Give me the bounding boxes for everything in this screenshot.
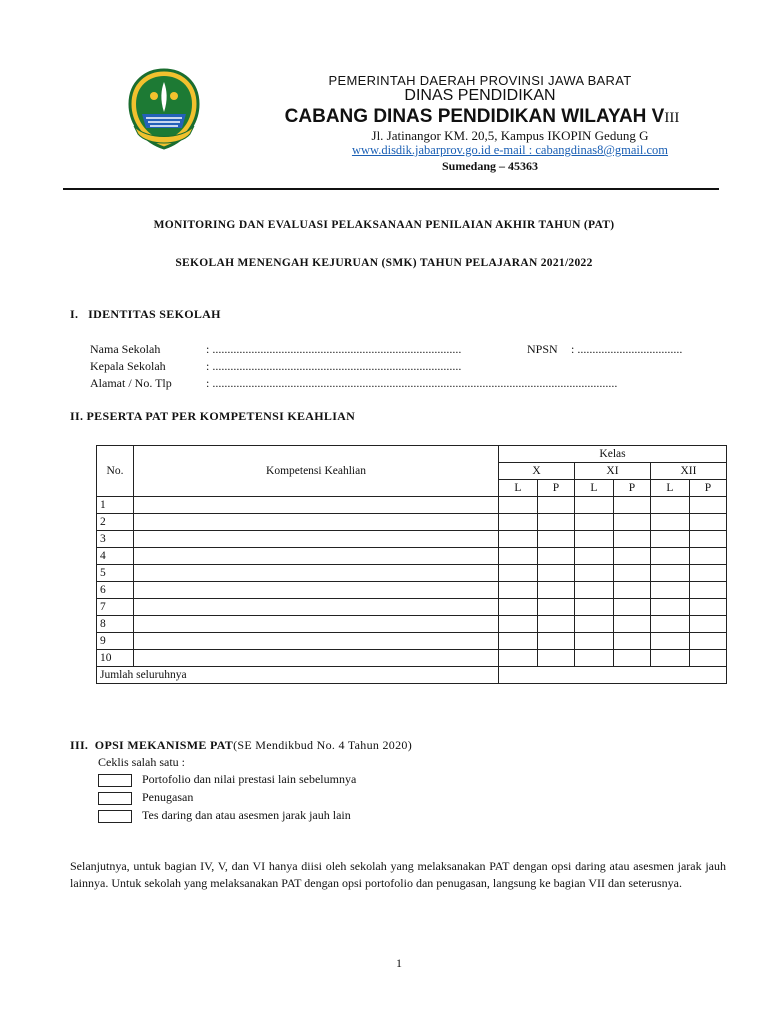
page-number: 1 (396, 956, 402, 970)
header-l: L (650, 480, 689, 497)
count-cell[interactable] (613, 514, 650, 531)
table-row (97, 565, 727, 582)
jawa-barat-emblem-logo (124, 68, 204, 150)
kompetensi-cell[interactable] (134, 633, 499, 650)
row-number: 7 (97, 599, 134, 616)
header-l: L (499, 480, 538, 497)
count-cell[interactable] (537, 650, 574, 667)
header-l: L (574, 480, 613, 497)
department-name: DINAS PENDIDIKAN (404, 87, 556, 104)
field-value[interactable]: : ................................................................................... (206, 359, 462, 373)
count-cell[interactable] (613, 650, 650, 667)
row-number: 6 (97, 582, 134, 599)
count-cell[interactable] (613, 633, 650, 650)
field-label: Nama Sekolah (90, 342, 161, 356)
section-identitas-heading: I. IDENTITAS SEKOLAH (70, 307, 221, 321)
count-cell[interactable] (574, 616, 613, 633)
count-cell[interactable] (689, 599, 726, 616)
count-cell[interactable] (499, 548, 538, 565)
count-cell[interactable] (613, 548, 650, 565)
city-postcode: Sumedang – 45363 (441, 159, 539, 173)
kompetensi-cell[interactable] (134, 497, 499, 514)
section-opsi-heading (70, 738, 412, 753)
ceklis-instruction: Ceklis salah satu : (98, 755, 185, 769)
table-row (97, 633, 727, 650)
branch-name-numeral: III (664, 110, 680, 126)
kompetensi-table (96, 445, 727, 684)
table-row (97, 514, 727, 531)
count-cell[interactable] (499, 497, 538, 514)
count-cell[interactable] (574, 599, 613, 616)
header-grade-xii: XII (650, 463, 726, 480)
count-cell[interactable] (650, 531, 689, 548)
header-no: No. (97, 446, 134, 497)
kompetensi-cell[interactable] (134, 616, 499, 633)
count-cell[interactable] (499, 514, 538, 531)
website-email[interactable] (300, 143, 720, 158)
option-label: Portofolio dan nilai prestasi lain sebelumnya (142, 772, 357, 786)
count-cell[interactable] (574, 514, 613, 531)
count-cell[interactable] (499, 565, 538, 582)
kompetensi-cell[interactable] (134, 565, 499, 582)
option-checkbox[interactable] (98, 810, 132, 823)
option-label: Tes daring dan atau asesmen jarak jauh lain (142, 808, 351, 822)
count-cell[interactable] (499, 582, 538, 599)
header-grade-xi: XI (574, 463, 650, 480)
count-cell[interactable] (574, 633, 613, 650)
header-p: P (537, 480, 574, 497)
count-cell[interactable] (650, 548, 689, 565)
section-opsi-note: (SE Mendikbud No. 4 Tahun 2020) (233, 738, 413, 752)
count-cell[interactable] (613, 497, 650, 514)
section-peserta-heading: II. PESERTA PAT PER KOMPETENSI KEAHLIAN (70, 409, 356, 423)
header-p: P (689, 480, 726, 497)
count-cell[interactable] (574, 497, 613, 514)
row-number: 5 (97, 565, 134, 582)
count-cell[interactable] (689, 548, 726, 565)
count-cell[interactable] (650, 497, 689, 514)
count-cell[interactable] (537, 548, 574, 565)
table-row (97, 650, 727, 667)
kompetensi-cell[interactable] (134, 650, 499, 667)
count-cell[interactable] (499, 616, 538, 633)
count-cell[interactable] (650, 650, 689, 667)
count-cell[interactable] (650, 582, 689, 599)
count-cell[interactable] (499, 531, 538, 548)
count-cell[interactable] (537, 497, 574, 514)
kompetensi-cell[interactable] (134, 599, 499, 616)
branch-name (262, 106, 702, 128)
header-grade-x: X (499, 463, 575, 480)
count-cell[interactable] (574, 582, 613, 599)
option-checkbox[interactable] (98, 774, 132, 787)
kompetensi-cell[interactable] (134, 548, 499, 565)
count-cell[interactable] (574, 531, 613, 548)
header-divider (63, 188, 719, 190)
count-cell[interactable] (537, 599, 574, 616)
field-value[interactable]: : ................................................................................... (206, 342, 462, 356)
document-subtitle: SEKOLAH MENENGAH KEJURUAN (SMK) TAHUN PELAJARAN 2021/2022 (175, 257, 593, 269)
branch-name-main: CABANG DINAS PENDIDIKAN WILAYAH V (284, 106, 665, 127)
table-row (97, 582, 727, 599)
count-cell[interactable] (537, 582, 574, 599)
count-cell[interactable] (689, 565, 726, 582)
count-cell[interactable] (499, 650, 538, 667)
count-cell[interactable] (689, 531, 726, 548)
count-cell[interactable] (613, 616, 650, 633)
row-number: 4 (97, 548, 134, 565)
count-cell[interactable] (650, 633, 689, 650)
row-number: 2 (97, 514, 134, 531)
count-cell[interactable] (650, 565, 689, 582)
count-cell[interactable] (574, 565, 613, 582)
office-address: Jl. Jatinangor KM. 20,5, Kampus IKOPIN Gedung G (371, 128, 649, 143)
count-cell[interactable] (689, 582, 726, 599)
count-cell[interactable] (689, 633, 726, 650)
count-cell[interactable] (537, 565, 574, 582)
table-row (97, 497, 727, 514)
row-number: 10 (97, 650, 134, 667)
count-cell[interactable] (613, 599, 650, 616)
instruction-paragraph: Selanjutnya, untuk bagian IV, V, dan VI hanya diisi oleh sekolah yang melaksanakan PAT dengan opsi daring atau asesmen jarak jauh lainnya. Untuk sekolah yang melaksanakan PAT dengan opsi portofolio dan penugasan, langsung ke bagian VII dan seterusnya. (70, 859, 726, 890)
count-cell[interactable] (650, 599, 689, 616)
count-cell[interactable] (574, 650, 613, 667)
row-number: 3 (97, 531, 134, 548)
kompetensi-cell[interactable] (134, 531, 499, 548)
count-cell[interactable] (537, 633, 574, 650)
row-number: 1 (97, 497, 134, 514)
kompetensi-cell[interactable] (134, 582, 499, 599)
header-p: P (613, 480, 650, 497)
count-cell[interactable] (689, 497, 726, 514)
count-cell[interactable] (650, 616, 689, 633)
option-label: Penugasan (142, 790, 194, 804)
table-row (97, 548, 727, 565)
count-cell[interactable] (499, 599, 538, 616)
count-cell[interactable] (574, 548, 613, 565)
field-value[interactable]: : ....................................................................................................................................... (206, 376, 618, 390)
website-email-link[interactable]: www.disdik.jabarprov.go.id e-mail : cabangdinas8@gmail.com (351, 143, 669, 157)
header-kelas: Kelas (499, 446, 727, 463)
npsn-value[interactable]: : ................................... (571, 342, 683, 356)
count-cell[interactable] (689, 514, 726, 531)
count-cell[interactable] (537, 514, 574, 531)
total-label: Jumlah seluruhnya (97, 667, 499, 684)
count-cell[interactable] (537, 531, 574, 548)
option-checkbox[interactable] (98, 792, 132, 805)
kompetensi-cell[interactable] (134, 514, 499, 531)
table-row (97, 599, 727, 616)
count-cell[interactable] (499, 633, 538, 650)
field-label: Kepala Sekolah (90, 359, 166, 373)
section-opsi-title: III. OPSI MEKANISME PAT (70, 738, 234, 752)
table-row (97, 616, 727, 633)
npsn-label: NPSN (527, 342, 558, 356)
header-kompetensi: Kompetensi Keahlian (134, 446, 499, 497)
table-row (97, 531, 727, 548)
count-cell[interactable] (613, 565, 650, 582)
count-cell[interactable] (650, 514, 689, 531)
count-cell[interactable] (537, 616, 574, 633)
document-title: MONITORING DAN EVALUASI PELAKSANAAN PENILAIAN AKHIR TAHUN (PAT) (153, 219, 615, 231)
field-label: Alamat / No. Tlp (90, 376, 172, 390)
row-number: 8 (97, 616, 134, 633)
count-cell[interactable] (689, 650, 726, 667)
government-name: PEMERINTAH DAERAH PROVINSI JAWA BARAT (328, 73, 632, 88)
count-cell[interactable] (689, 616, 726, 633)
total-cell[interactable] (499, 667, 727, 684)
count-cell[interactable] (613, 531, 650, 548)
count-cell[interactable] (613, 582, 650, 599)
row-number: 9 (97, 633, 134, 650)
